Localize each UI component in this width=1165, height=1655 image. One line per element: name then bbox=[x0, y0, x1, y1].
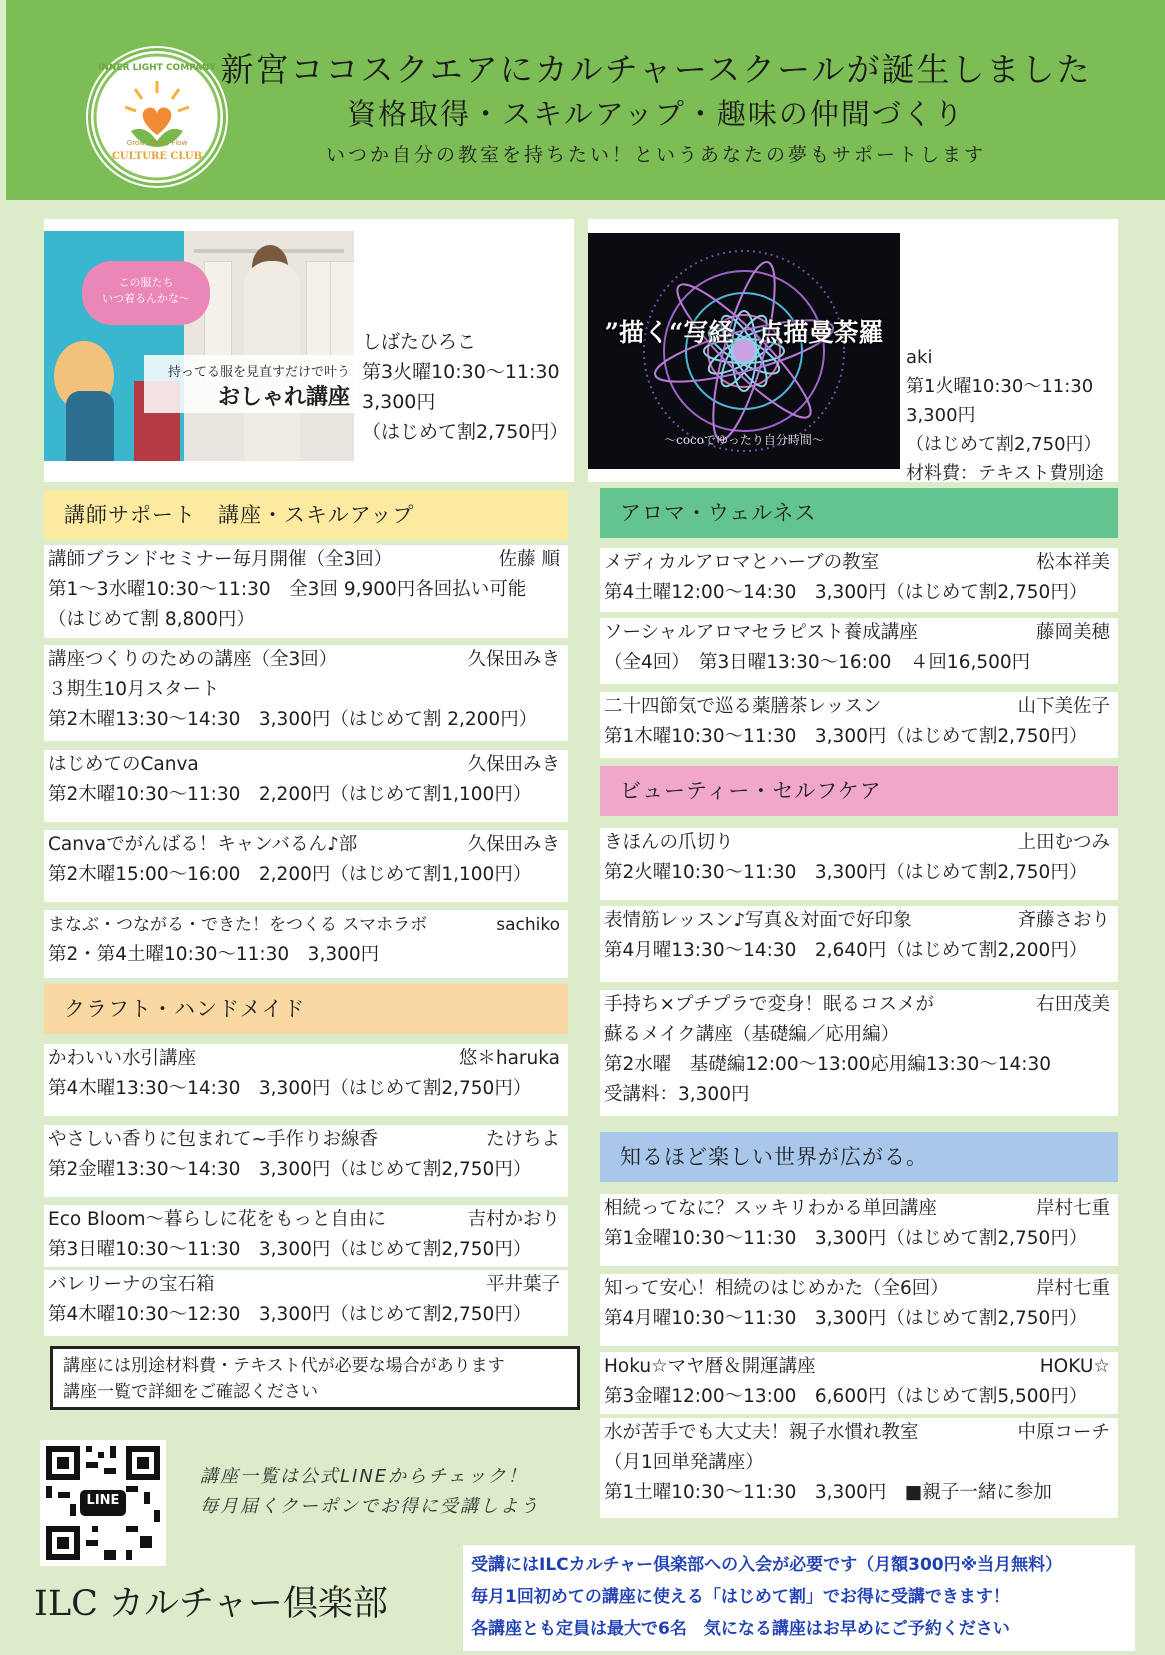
instructor-name: しばたひろこ bbox=[362, 331, 477, 353]
list-item bbox=[44, 545, 568, 638]
instructor-name: 吉村かおり bbox=[467, 1209, 560, 1230]
course-discount: （はじめて割2,750円） bbox=[906, 434, 1102, 455]
course-detail: （はじめて割 8,800円） bbox=[48, 609, 255, 630]
instructor-name: 久保田みき bbox=[467, 754, 560, 775]
list-item bbox=[44, 910, 568, 978]
list-item bbox=[600, 828, 1118, 900]
course-title: やさしい香りに包まれて~手作りお線香 bbox=[48, 1129, 379, 1150]
fashion-course-banner: 持ってる服を見直すだけで叶う おしゃれ講座 bbox=[144, 355, 354, 413]
instructor-name: 斉藤さおり bbox=[1017, 910, 1110, 931]
logo-top-text: INNER LIGHT COMPANY bbox=[98, 63, 216, 73]
header-banner bbox=[6, 0, 1165, 200]
course-detail: 第2水曜 基礎編12:00～13:00応用編13:30～14:30 bbox=[604, 1054, 1052, 1075]
course-title: メディカルアロマとハーブの教室 bbox=[604, 552, 880, 573]
course-detail: 第4木曜13:30～14:30 3,300円（はじめて割2,750円） bbox=[48, 1078, 532, 1099]
line-qr-code[interactable] bbox=[40, 1440, 166, 1566]
page-subtitle: 資格取得・スキルアップ・趣味の仲間づくり bbox=[347, 97, 965, 131]
mandala-course-info bbox=[906, 343, 1104, 488]
course-title: ソーシャルアロマセラピスト養成講座 bbox=[604, 622, 918, 643]
instructor-name: 中原コーチ bbox=[1017, 1422, 1110, 1443]
list-item bbox=[44, 1205, 568, 1267]
list-item bbox=[44, 750, 568, 822]
course-detail: 第2・第4土曜10:30～11:30 3,300円 bbox=[48, 944, 380, 965]
list-item bbox=[44, 1270, 568, 1336]
course-detail: 第4月曜10:30～11:30 3,300円（はじめて割2,750円） bbox=[604, 1308, 1088, 1329]
instructor-name: sachiko bbox=[496, 915, 560, 935]
course-price: 3,300円 bbox=[906, 405, 976, 426]
logo-sub-text: Grow, Glow, Flow bbox=[126, 139, 188, 147]
list-item bbox=[44, 1125, 568, 1197]
instructor-name: 松本祥美 bbox=[1035, 552, 1110, 573]
course-detail: 第4月曜13:30～14:30 2,640円（はじめて割2,200円） bbox=[604, 940, 1088, 961]
course-title: きほんの爪切り bbox=[604, 832, 734, 853]
instructor-name: 右田茂美 bbox=[1035, 994, 1110, 1015]
course-title: 講座つくりのための講座（全3回） bbox=[48, 649, 338, 670]
course-material: 材料費：テキスト費別途 bbox=[906, 463, 1104, 484]
course-detail: 第2金曜13:30～14:30 3,300円（はじめて割2,750円） bbox=[48, 1159, 532, 1180]
course-schedule: 第3火曜10:30～11:30 bbox=[362, 361, 560, 383]
logo-bottom-text: CULTURE CLUB bbox=[111, 151, 203, 162]
instructor-name: 久保田みき bbox=[467, 834, 560, 855]
instructor-name: aki bbox=[906, 347, 933, 368]
list-item bbox=[600, 1194, 1118, 1266]
list-item bbox=[600, 548, 1118, 612]
membership-info: 受講にはILCカルチャー倶楽部への入会が必要です（月額300円※当月無料） 毎月1回初めての講座に使える「はじめて割」でお得に受講できます！ 各講座とも定員は最大で6名 気になる講座はお早めにご予約ください bbox=[463, 1545, 1135, 1651]
course-detail: 第2木曜15:00～16:00 2,200円（はじめて割1,100円） bbox=[48, 864, 532, 885]
instructor-name: 藤岡美穂 bbox=[1035, 622, 1110, 643]
course-detail: 第4土曜12:00～14:30 3,300円（はじめて割2,750円） bbox=[604, 582, 1088, 603]
list-item bbox=[600, 1274, 1118, 1346]
instructor-name: 山下美佐子 bbox=[1017, 696, 1110, 717]
instructor-name: 岸村七重 bbox=[1035, 1278, 1110, 1299]
course-title: はじめてのCanva bbox=[48, 754, 199, 775]
course-detail: 蘇るメイク講座（基礎編／応用編） bbox=[604, 1024, 900, 1045]
course-detail: 第1木曜10:30～11:30 3,300円（はじめて割2,750円） bbox=[604, 726, 1088, 747]
list-item bbox=[44, 1044, 568, 1116]
course-detail: 第1土曜10:30～11:30 3,300円 ■親子一緒に参加 bbox=[604, 1482, 1052, 1503]
course-detail: （全4回） 第3日曜13:30～16:00 ４回16,500円 bbox=[604, 652, 1031, 673]
line-promo-text: 講座一覧は公式LINEからチェック！ 毎月届くクーポンでお得に受講しよう bbox=[200, 1466, 540, 1517]
course-detail: 第1金曜10:30～11:30 3,300円（はじめて割2,750円） bbox=[604, 1228, 1088, 1249]
course-title: 水が苦手でも大丈夫！親子水慣れ教室 bbox=[604, 1422, 919, 1443]
course-detail: 第4木曜10:30～12:30 3,300円（はじめて割2,750円） bbox=[48, 1304, 532, 1325]
course-detail: 第3金曜12:00～13:00 6,600円（はじめて割5,500円） bbox=[604, 1386, 1088, 1407]
course-title: 二十四節気で巡る薬膳茶レッスン bbox=[604, 696, 882, 717]
mandala-title: ”描く“写経 点描曼荼羅 bbox=[604, 318, 884, 347]
speech-cloud: この服たち いつ着るんかな～ bbox=[82, 261, 210, 325]
category-aroma: アロマ・ウェルネス bbox=[600, 488, 1118, 538]
course-detail: 第2火曜10:30～11:30 3,300円（はじめて割2,750円） bbox=[604, 862, 1088, 883]
instructor-name: 久保田みき bbox=[467, 649, 560, 670]
course-title: Canvaでがんばる！キャンバるん♪部 bbox=[48, 834, 358, 855]
category-craft: クラフト・ハンドメイド bbox=[44, 984, 568, 1034]
list-item bbox=[600, 1352, 1118, 1414]
mandala-photo bbox=[588, 233, 900, 469]
fashion-course-info bbox=[362, 327, 568, 447]
course-title: バレリーナの宝石箱 bbox=[48, 1274, 215, 1295]
instructor-name: たけちよ bbox=[485, 1129, 560, 1150]
mandala-subtitle: ～cocoでゆったり自分時間～ bbox=[664, 433, 824, 447]
category-teacher-support: 講師サポート 講座・スキルアップ bbox=[44, 490, 568, 540]
instructor-name: 悠＊haruka bbox=[458, 1048, 560, 1069]
course-detail: ３期生10月スタート bbox=[48, 679, 220, 700]
category-knowledge: 知るほど楽しい世界が広がる。 bbox=[600, 1132, 1118, 1182]
course-title: Eco Bloom～暮らしに花をもっと自由に bbox=[48, 1209, 387, 1230]
course-title: まなぶ・つながる・できた！をつくる スマホラボ bbox=[48, 915, 428, 935]
course-title: 講師ブランドセミナー毎月開催（全3回） bbox=[48, 549, 393, 570]
list-item bbox=[600, 1418, 1118, 1518]
course-detail: 第2木曜10:30～11:30 2,200円（はじめて割1,100円） bbox=[48, 784, 532, 805]
course-title: 手持ち×プチプラで変身！眠るコスメが bbox=[604, 994, 935, 1015]
course-schedule: 第1火曜10:30～11:30 bbox=[906, 376, 1094, 397]
course-title: 知って安心！相続のはじめかた（全6回） bbox=[604, 1278, 949, 1299]
page-title: 新宮ココスクエアにカルチャースクールが誕生しました bbox=[220, 50, 1092, 89]
list-item bbox=[44, 645, 568, 741]
instructor-name: 佐藤 順 bbox=[498, 549, 560, 570]
course-detail: 受講料：3,300円 bbox=[604, 1084, 750, 1105]
instructor-name: 岸村七重 bbox=[1035, 1198, 1110, 1219]
qr-line-label: LINE bbox=[86, 1493, 120, 1508]
list-item bbox=[600, 618, 1118, 684]
featured-mandala-course bbox=[588, 219, 1118, 482]
list-item bbox=[44, 830, 568, 902]
list-item bbox=[600, 906, 1118, 982]
course-discount: （はじめて割2,750円） bbox=[362, 421, 569, 443]
instructor-name: HOKU☆ bbox=[1039, 1356, 1110, 1377]
course-title: 表情筋レッスン♪写真＆対面で好印象 bbox=[604, 910, 912, 931]
course-detail: 第3日曜10:30～11:30 3,300円（はじめて割2,750円） bbox=[48, 1239, 532, 1260]
fashion-course-photo bbox=[44, 231, 354, 461]
course-title: 相続ってなに？スッキリわかる単回講座 bbox=[604, 1198, 937, 1219]
course-detail: 第2木曜13:30～14:30 3,300円（はじめて割 2,200円） bbox=[48, 709, 538, 730]
list-item bbox=[600, 692, 1118, 758]
course-detail: 第1～3水曜10:30～11:30 全3回 9,900円各回払い可能 bbox=[48, 579, 527, 600]
course-title: Hoku☆マヤ暦＆開運講座 bbox=[604, 1356, 816, 1377]
list-item bbox=[600, 990, 1118, 1116]
club-name: ILC カルチャー倶楽部 bbox=[34, 1584, 388, 1624]
material-fee-note: 講座には別途材料費・テキスト代が必要な場合があります 講座一覧で詳細をご確認ください bbox=[50, 1346, 580, 1410]
featured-fashion-course bbox=[44, 219, 574, 482]
category-beauty: ビューティー・セルフケア bbox=[600, 766, 1118, 816]
course-detail: （月1回単発講座） bbox=[604, 1452, 764, 1473]
page-tagline: いつか自分の教室を持ちたい！というあなたの夢もサポートします bbox=[325, 144, 986, 166]
course-title: かわいい水引講座 bbox=[48, 1048, 197, 1069]
instructor-name: 上田むつみ bbox=[1017, 832, 1110, 853]
course-price: 3,300円 bbox=[362, 391, 436, 413]
instructor-name: 平井葉子 bbox=[485, 1274, 560, 1295]
